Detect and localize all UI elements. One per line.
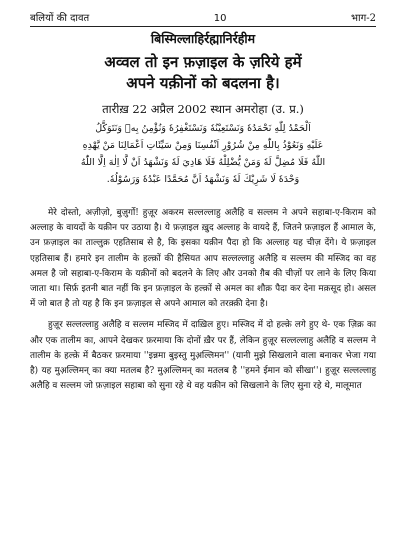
arabic-line-3: اللّٰهُ فَلَا مُضِلَّ لَهٗ وَمَنْ يُّضْلِلْهُ فَلَا هَادِيَ لَهٗ وَنَشْهَدُ اَنْ لَّا اِلٰهَ اِلَّا اللّٰهُ xyxy=(80,157,326,168)
paragraph-1: मेरे दोस्तो, अज़ीज़ो, बुज़ुर्गो! हुज़ूर अकरम सल्लल्लाहु अलैहि व सल्लम ने अपने सहाबा-ए-किराम को अल्लाह के वायदों के यक़ीन पर उठाया है। ये फ़ज़ाइल ख़ुद अल्लाह के वायदे हैं, जितने फ़ज़ाइल हैं आमाल के, उन फ़ज़ाइल का ताल्लुक़ एहतिसाब से है, कि इसका यक़ीन पैदा हो कि अल्लाह यह चीज़ देंगे। ये फ़ज़ाइल एहतिसाब हैं। हमारे इन तालीम के हल्क़ों की हैसियत आप सल्लल्लाहु अलैहि व सल्लम की मस्जिद का वह अमल है जो सहाबा-ए-किराम के यक़ीनों को बदलने के लिए और उनको ग़ैब की चीज़ों पर लाने के लिए किया जाता था। सिर्फ़ इतनी बात नहीं कि इन फ़ज़ाइल के हल्क़ों से अमल का शौक़ पैदा कर देना मक़सूद हो। असल में जो बात है तो यह है कि इन फ़ज़ाइल से अपने आमाल को तरक़्क़ी देना है। xyxy=(30,208,376,310)
date-location-line: तारीख़ 22 अप्रैल 2002 स्थान अमरोहा (उ. प्र.) xyxy=(102,102,304,116)
body-text xyxy=(30,206,376,394)
arabic-khutba xyxy=(30,120,376,188)
bismillah-heading: बिस्मिल्लाहिर्रह्मानिर्रहीम xyxy=(150,31,256,46)
running-header-title: बलियों की दावत xyxy=(30,13,90,24)
title-line-2: अपने यक़ीनों को बदलना है। xyxy=(126,74,280,92)
volume-label: भाग-2 xyxy=(351,13,376,24)
arabic-line-2: عَلَيْهِ وَنَعُوْذُ بِاللّٰهِ مِنْ شُرُوْرِ اَنْفُسِنَا وَمِنْ سَيِّئَاتِ اَعْمَالِنَا مَنْ يَّهْدِهِ xyxy=(82,140,324,151)
paragraph-2: हुज़ूर सल्लल्लाहु अलैहि व सल्लम मस्जिद में दाख़िल हुए। मस्जिद में दो हल्क़े लगे हुए थे- एक ज़िक्र का और एक तालीम का, आपने देखकर फ़रमाया कि दोनों ख़ैर पर हैं, लेकिन हुज़ूर सल्लल्लाहु अलैहि व सल्लम ने तालीम के हल्क़े में बैठकर फ़रमाया ''इन्नमा बुइस्तु मुअ़ल्लिमन'' (यानी मुझे सिखलाने वाला बनाकर भेजा गया है) यह मुअ़ल्लिमन् का क्या मतलब है? मुअ़ल्लिमन् का मतलब है ''हमने ईमान को सीखा''। हुज़ूर सल्लल्लाहु अलैहि व सल्लम जो फ़ज़ाइल सहाबा को सुना रहे थे वह यक़ीन को सिखलाने के लिए सुना रहे थे, मालूमात xyxy=(30,320,376,392)
running-header xyxy=(30,6,376,27)
arabic-line-1: اَلْحَمْدُ لِلّٰهِ نَحْمَدُهٗ وَنَسْتَعِيْنُهٗ وَنَسْتَغْفِرُهٗ وَنُؤْمِنُ بِهٖ وَنَتَوَكَّلُ xyxy=(95,123,311,134)
title-line-1: अव्वल तो इन फ़ज़ाइल के ज़रिये हमें xyxy=(104,53,302,71)
chapter-title xyxy=(30,30,376,94)
arabic-line-4: وَحْدَهٗ لَا شَرِيْكَ لَهٗ وَنَشْهَدُ اَنَّ مُحَمَّدًا عَبْدُهٗ وَرَسُوْلُهٗ. xyxy=(106,174,300,185)
page-number: 10 xyxy=(213,13,227,24)
